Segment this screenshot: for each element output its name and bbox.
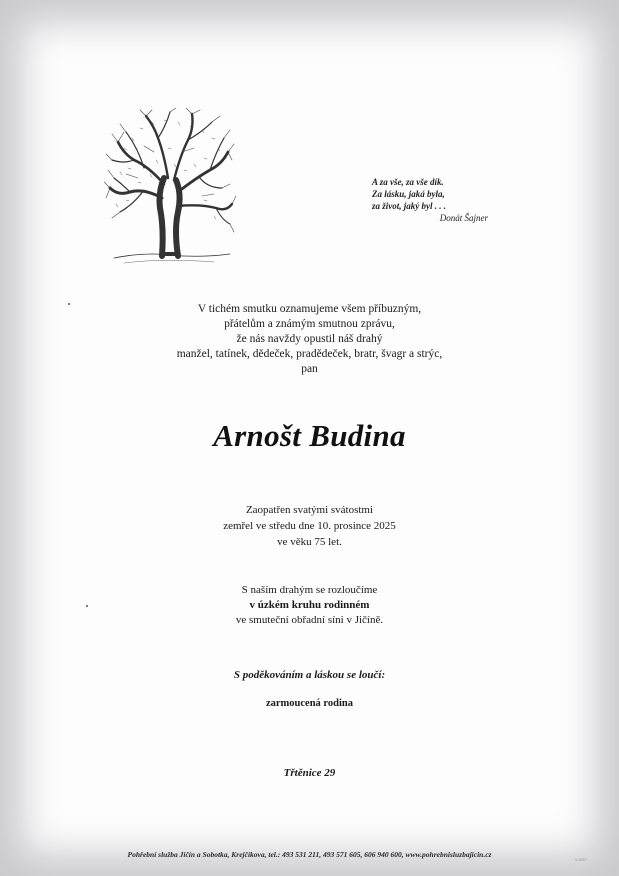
funeral-service-footer: Pohřební služba Jičín a Sobotka, Krejčíkova, tel.: 493 531 211, 493 571 605, 606 940 600, www.pohrebnisluzbajicin.cz: [127, 850, 492, 859]
farewell-line: ve smuteční obřadní síni v Jičíně.: [235, 614, 384, 626]
paper-speck: [86, 605, 88, 607]
quote-line: Za lásku, jaká byla,: [372, 189, 445, 199]
info-line: zemřel ve středu dne 10. prosince 2025: [223, 520, 396, 532]
intro-line: pan: [301, 363, 318, 375]
document-code: 0 6657: [575, 857, 588, 862]
quote-line: A za vše, za vše dík.: [372, 177, 444, 187]
paper-speck: [68, 303, 70, 305]
farewell-line: S naším drahým se rozloučíme: [241, 584, 378, 596]
intro-line: že nás navždy opustil náš drahý: [236, 333, 383, 345]
oak-tree-illustration: [104, 108, 236, 270]
thanks-line: S poděkováním a láskou se loučí:: [233, 669, 386, 681]
info-line: ve věku 75 let.: [277, 536, 342, 548]
intro-line: přátelům a známým smutnou zprávu,: [224, 318, 395, 330]
family-signature: zarmoucená rodina: [265, 698, 353, 709]
intro-line: V tichém smutku oznamujeme všem příbuzným,: [197, 303, 422, 315]
epitaph-quote: [372, 176, 532, 224]
death-info: [0, 502, 619, 550]
quote-author: Donát Šajner: [439, 213, 488, 223]
address: Třtěnice 29: [283, 767, 336, 779]
quote-line: za život, jaký byl . . .: [372, 201, 446, 211]
info-line: Zaopatřen svatými svátostmi: [245, 504, 374, 516]
deceased-name: Arnošt Budina: [213, 418, 406, 453]
farewell-info: [0, 583, 619, 628]
announcement-intro: [0, 302, 619, 377]
farewell-emphasis: v úzkém kruhu rodinném: [249, 599, 370, 611]
intro-line: manžel, tatínek, dědeček, pradědeček, bratr, švagr a strýc,: [176, 348, 443, 360]
